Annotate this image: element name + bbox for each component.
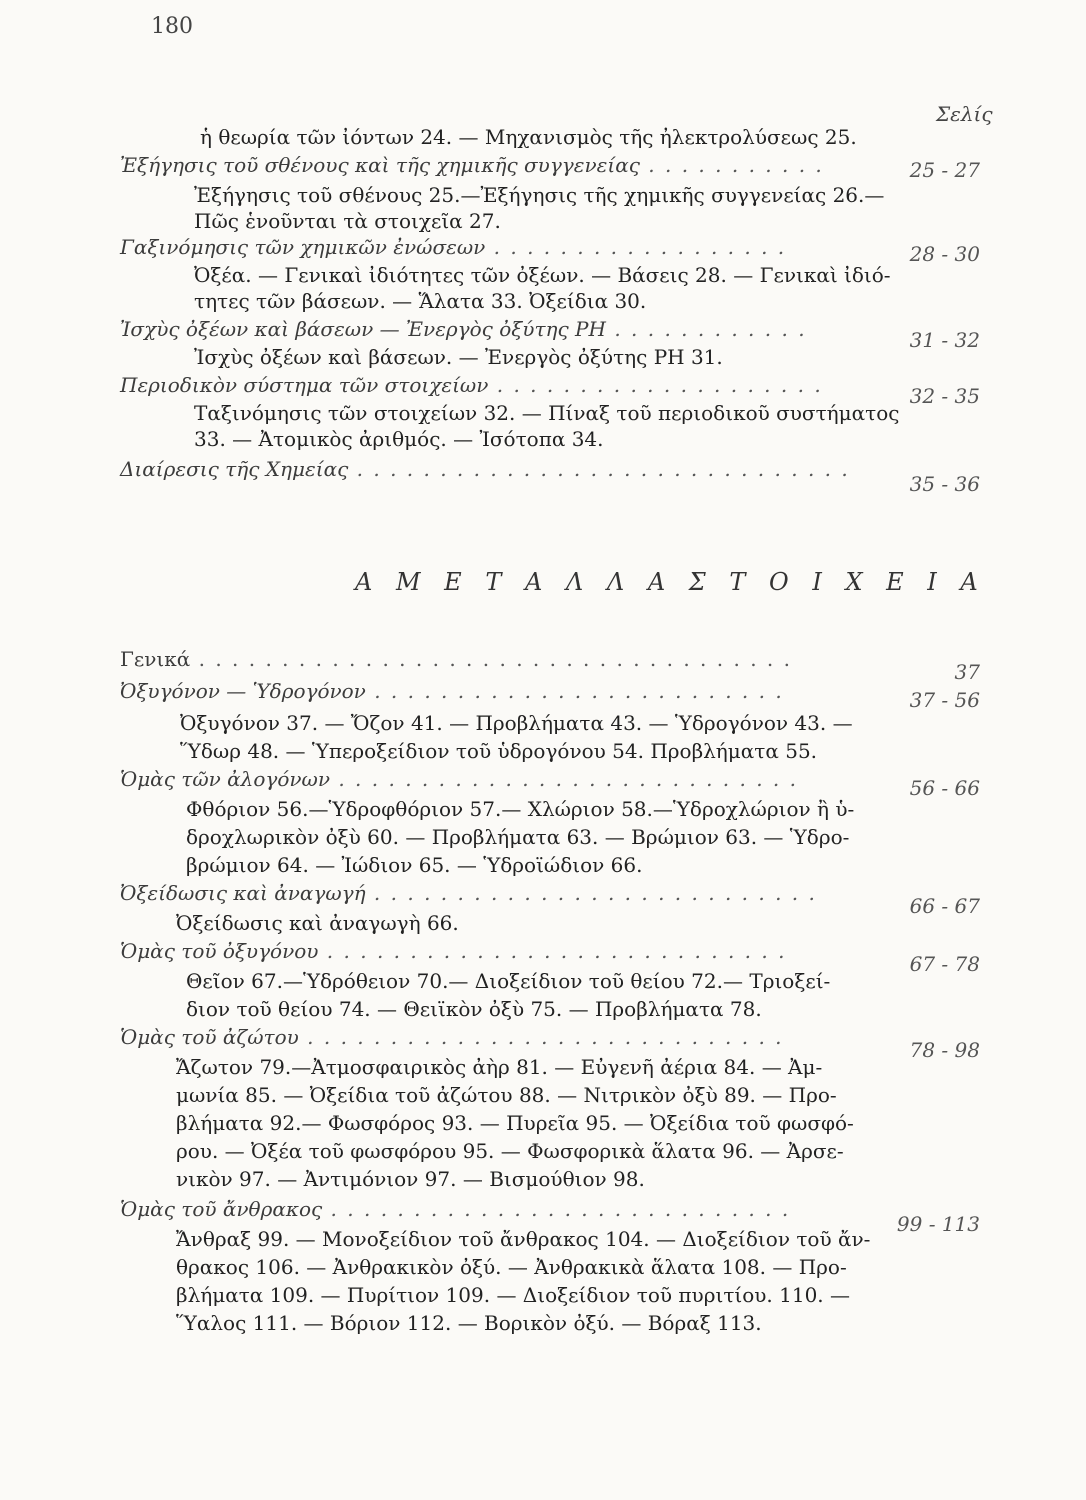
toc-entry-desc: Ὕαλος 111. — Βόριον 112. — Βορικὸν ὀξύ. — Βόραξ 113. [176, 1311, 762, 1335]
toc-entry-pages: 67 - 78 [909, 952, 980, 976]
toc-entry-desc: Ὀξυγόνον 37. — Ὄζον 41. — Προβλήματα 43. — Ὑδρογόνον 43. — [180, 711, 853, 735]
toc-entry-desc: θρακος 106. — Ἀνθρακικὸν ὀξύ. — Ἀνθρακικὰ ἅλατα 108. — Προ- [176, 1255, 847, 1279]
toc-entry-title: Ὁμὰς τοῦ ἄνθρακος . . . . . . . . . . . . . . . . . . . . . . . . . . . . [120, 1197, 791, 1221]
toc-entry-desc: τητες τῶν βάσεων. — Ἅλατα 33. Ὀξείδια 30. [194, 289, 647, 313]
toc-entry-title: Ἰσχὺς ὀξέων καὶ βάσεων — Ἐνεργὸς ὀξύτης PH . . . . . . . . . . . . [120, 317, 807, 341]
toc-entry-pages: 35 - 36 [909, 472, 980, 496]
toc-entry-desc: 33. — Ἀτομικὸς ἀριθμός. — Ἰσότοπα 34. [194, 427, 604, 451]
toc-entry-desc: Ὀξείδωσις καὶ ἀναγωγὴ 66. [176, 911, 459, 935]
toc-entry-title: Γενικά . . . . . . . . . . . . . . . . . . . . . . . . . . . . . . . . . . . . [120, 647, 792, 671]
toc-entry-pages: 32 - 35 [909, 384, 980, 408]
toc-entry-title: Ὁμὰς τοῦ ἀζώτου . . . . . . . . . . . . . . . . . . . . . . . . . . . . . [120, 1025, 784, 1049]
toc-entry-pages: 56 - 66 [909, 776, 980, 800]
page-number: 180 [151, 14, 193, 39]
toc-entry-desc: Ἄνθραξ 99. — Μονοξείδιον τοῦ ἄνθρακος 104. — Διοξείδιον τοῦ ἄν- [176, 1227, 871, 1251]
toc-entry-desc: Ὀξέα. — Γενικαὶ ἰδιότητες τῶν ὀξέων. — Βάσεις 28. — Γενικαὶ ἰδιό- [194, 263, 891, 287]
toc-entry-title: Περιοδικὸν σύστημα τῶν στοιχείων . . . . . . . . . . . . . . . . . . . . [120, 373, 823, 397]
toc-entry-pages: 31 - 32 [909, 328, 980, 352]
toc-entry-pages: 37 [954, 660, 980, 684]
toc-entry-pages: 78 - 98 [909, 1038, 980, 1062]
toc-entry-title: Ὁμὰς τῶν ἀλογόνων . . . . . . . . . . . . . . . . . . . . . . . . . . . . [120, 767, 798, 791]
page-column-label: Σελίς [936, 102, 993, 126]
toc-entry-desc: νικὸν 97. — Ἀντιμόνιον 97. — Βισμούθιον 98. [176, 1167, 645, 1191]
toc-entry-title: Ὁμὰς τοῦ ὀξυγόνου . . . . . . . . . . . . . . . . . . . . . . . . . . . . [120, 939, 787, 963]
toc-entry-desc: Ὕδωρ 48. — Ὑπεροξείδιον τοῦ ὑδρογόνου 54. Προβλήματα 55. [180, 739, 818, 763]
toc-entry-pages: 28 - 30 [909, 242, 980, 266]
toc-entry-pages: 37 - 56 [909, 688, 980, 712]
toc-entry-desc: Φθόριον 56.—Ὑδροφθόριον 57.— Χλώριον 58.—Ὑδροχλώριον ἢ ὑ- [186, 797, 855, 821]
toc-entry-desc: δροχλωρικὸν ὀξὺ 60. — Προβλήματα 63. — Βρώμιον 63. — Ὑδρο- [186, 825, 850, 849]
toc-entry-pages: 25 - 27 [909, 158, 980, 182]
toc-entry-desc: Ταξινόμησις τῶν στοιχείων 32. — Πίναξ τοῦ περιοδικοῦ συστήματος [194, 401, 900, 425]
toc-entry-desc: μωνία 85. — Ὀξείδια τοῦ ἀζώτου 88. — Νιτρικὸν ὀξὺ 89. — Προ- [176, 1083, 837, 1107]
toc-entry-pages: 66 - 67 [909, 894, 980, 918]
toc-entry-desc: βλήματα 92.— Φωσφόρος 93. — Πυρεῖα 95. — Ὀξείδια τοῦ φωσφό- [176, 1111, 854, 1135]
toc-entry-title: Ὀξυγόνον — Ὑδρογόνον . . . . . . . . . . . . . . . . . . . . . . . . . [120, 679, 784, 703]
toc-entry-desc: βρώμιον 64. — Ἰώδιον 65. — Ὑδροϊώδιον 66. [186, 853, 643, 877]
toc-entry-desc: Ἄζωτον 79.—Ἀτμοσφαιρικὸς ἀὴρ 81. — Εὐγενῆ ἀέρια 84. — Ἀμ- [176, 1055, 823, 1079]
toc-entry-desc: Ἐξήγησις τοῦ σθένους 25.—Ἐξήγησις τῆς χημικῆς συγγενείας 26.— [194, 183, 885, 207]
toc-entry-desc: Πῶς ἑνοῦνται τὰ στοιχεῖα 27. [194, 209, 501, 233]
toc-entry-desc: ρου. — Ὀξέα τοῦ φωσφόρου 95. — Φωσφορικὰ ἅλατα 96. — Ἀρσε- [176, 1139, 844, 1163]
section-heading: Α Μ Ε Τ Α Λ Λ Α Σ Τ Ο Ι Χ Ε Ι Α [355, 568, 986, 596]
toc-entry-desc: βλήματα 109. — Πυρίτιον 109. — Διοξείδιον τοῦ πυριτίου. 110. — [176, 1283, 851, 1307]
toc-entry-desc: Θεῖον 67.—Ὑδρόθειον 70.— Διοξείδιον τοῦ θείου 72.— Τριοξεί- [186, 969, 831, 993]
toc-entry-title: Ἐξήγησις τοῦ σθένους καὶ τῆς χημικῆς συγγενείας . . . . . . . . . . . [120, 153, 824, 177]
intro-line: ἡ θεωρία τῶν ἰόντων 24. — Μηχανισμὸς τῆς ἠλεκτρολύσεως 25. [200, 125, 857, 149]
toc-entry-desc: Ἰσχὺς ὀξέων καὶ βάσεων. — Ἐνεργὸς ὀξύτης PH 31. [194, 345, 723, 369]
toc-entry-title: Γαξινόμησις τῶν χημικῶν ἐνώσεων . . . . . . . . . . . . . . . . . . [120, 235, 787, 259]
toc-entry-title: Ὀξείδωσις καὶ ἀναγωγή . . . . . . . . . . . . . . . . . . . . . . . . . . . [120, 881, 817, 905]
toc-entry-title: Διαίρεσις τῆς Χημείας . . . . . . . . . . . . . . . . . . . . . . . . . . . . . . [120, 457, 850, 481]
toc-entry-pages: 99 - 113 [896, 1212, 980, 1236]
toc-entry-desc: διον τοῦ θείου 74. — Θειϊκὸν ὀξὺ 75. — Προβλήματα 78. [186, 997, 762, 1021]
